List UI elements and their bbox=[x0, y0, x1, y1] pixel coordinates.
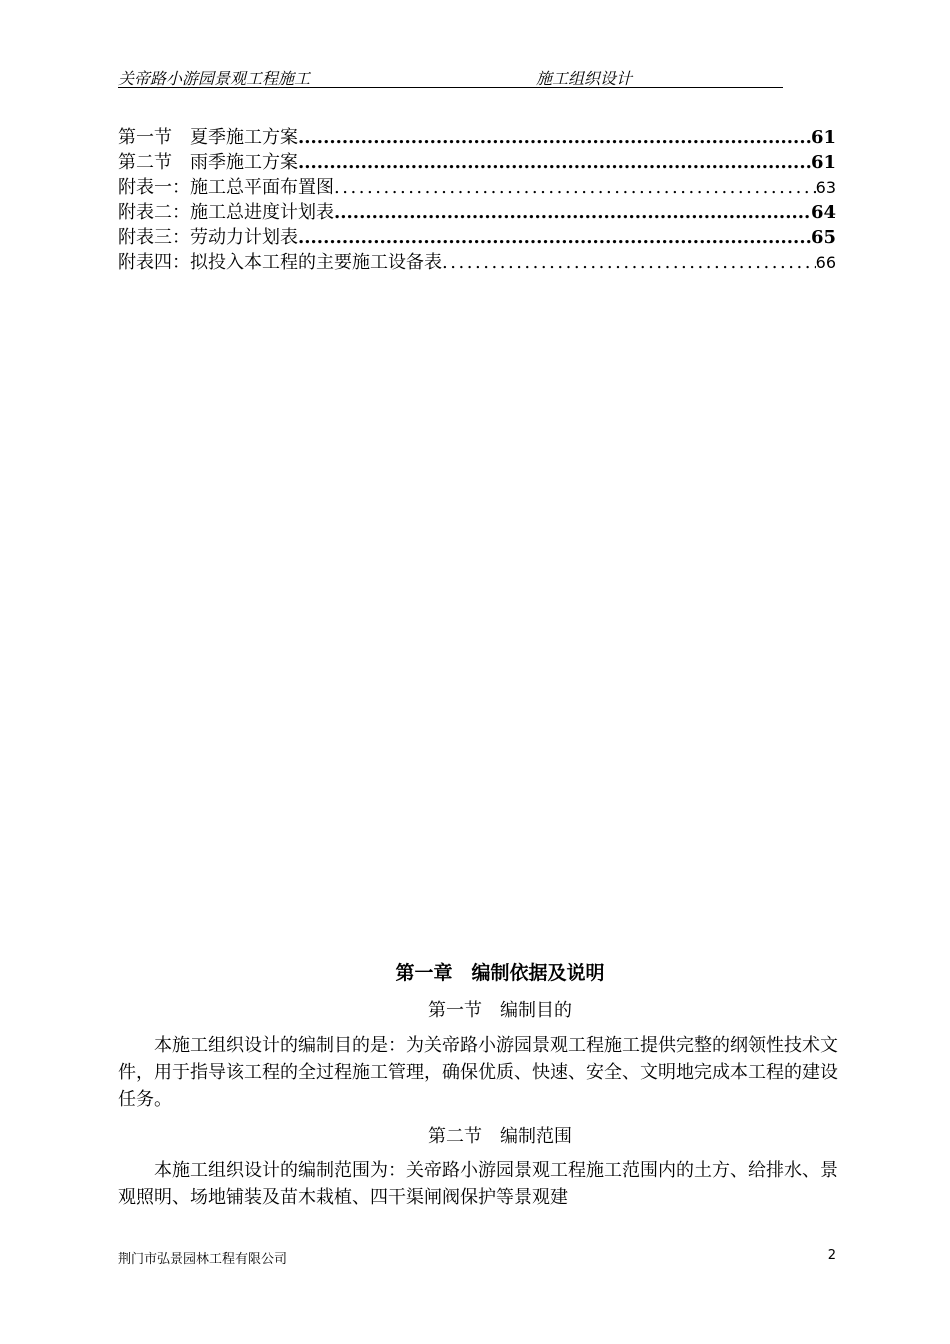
toc-entry-label: 第一节 夏季施工方案 bbox=[118, 127, 298, 148]
toc-entry-page: 61 bbox=[810, 127, 836, 148]
footer-company-name: 荆门市弘景园林工程有限公司 bbox=[118, 1252, 288, 1267]
toc-entry-page: 64 bbox=[810, 202, 836, 223]
toc-entry[interactable] bbox=[118, 125, 836, 150]
toc-dot-leader bbox=[442, 250, 816, 275]
toc-entry[interactable] bbox=[118, 175, 836, 200]
toc-entry-label: 第二节 雨季施工方案 bbox=[118, 152, 298, 173]
toc-dot-leader bbox=[298, 225, 811, 250]
toc-entry[interactable] bbox=[118, 200, 836, 225]
toc-entry[interactable] bbox=[118, 150, 836, 175]
section-title: 第二节 编制范围 bbox=[428, 1126, 572, 1147]
toc-dot-leader bbox=[298, 125, 811, 150]
header-project-name: 关帝路小游园景观工程施工 bbox=[118, 69, 311, 88]
chapter-title: 第一章 编制依据及说明 bbox=[395, 962, 605, 984]
toc-dot-leader bbox=[334, 175, 816, 200]
toc-dot-leader bbox=[298, 150, 811, 175]
section-title: 第一节 编制目的 bbox=[428, 1000, 572, 1021]
toc-entry-label: 附表一：施工总平面布置图 bbox=[118, 177, 334, 198]
section-paragraph: 本施工组织设计的编制范围为：关帝路小游园景观工程施工范围内的土方、给排水、景观照明、场地铺装及苗木栽植、四干渠闸阀保护等景观建 bbox=[118, 1160, 838, 1208]
toc-dot-leader bbox=[334, 200, 811, 225]
toc-entry-page: 65 bbox=[810, 227, 836, 248]
toc-entry-page: 61 bbox=[810, 152, 836, 173]
toc-entry-label: 附表三：劳动力计划表 bbox=[118, 227, 298, 248]
toc-entry-label: 附表二：施工总进度计划表 bbox=[118, 202, 334, 223]
footer-page-number: 2 bbox=[827, 1248, 836, 1263]
header-document-type: 施工组织设计 bbox=[536, 69, 633, 88]
section-paragraph: 本施工组织设计的编制目的是：为关帝路小游园景观工程施工提供完整的纲领性技术文件，用于指导该工程的全过程施工管理，确保优质、快速、安全、文明地完成本工程的建设任务。 bbox=[118, 1035, 838, 1110]
toc-entry[interactable] bbox=[118, 250, 836, 275]
toc-entry[interactable] bbox=[118, 225, 836, 250]
toc-entry-page: 63 bbox=[815, 178, 836, 197]
page-footer bbox=[118, 1248, 836, 1268]
table-of-contents bbox=[118, 125, 836, 275]
toc-entry-page: 66 bbox=[815, 253, 836, 272]
toc-entry-label: 附表四：拟投入本工程的主要施工设备表 bbox=[118, 252, 442, 273]
page-header bbox=[118, 66, 783, 88]
